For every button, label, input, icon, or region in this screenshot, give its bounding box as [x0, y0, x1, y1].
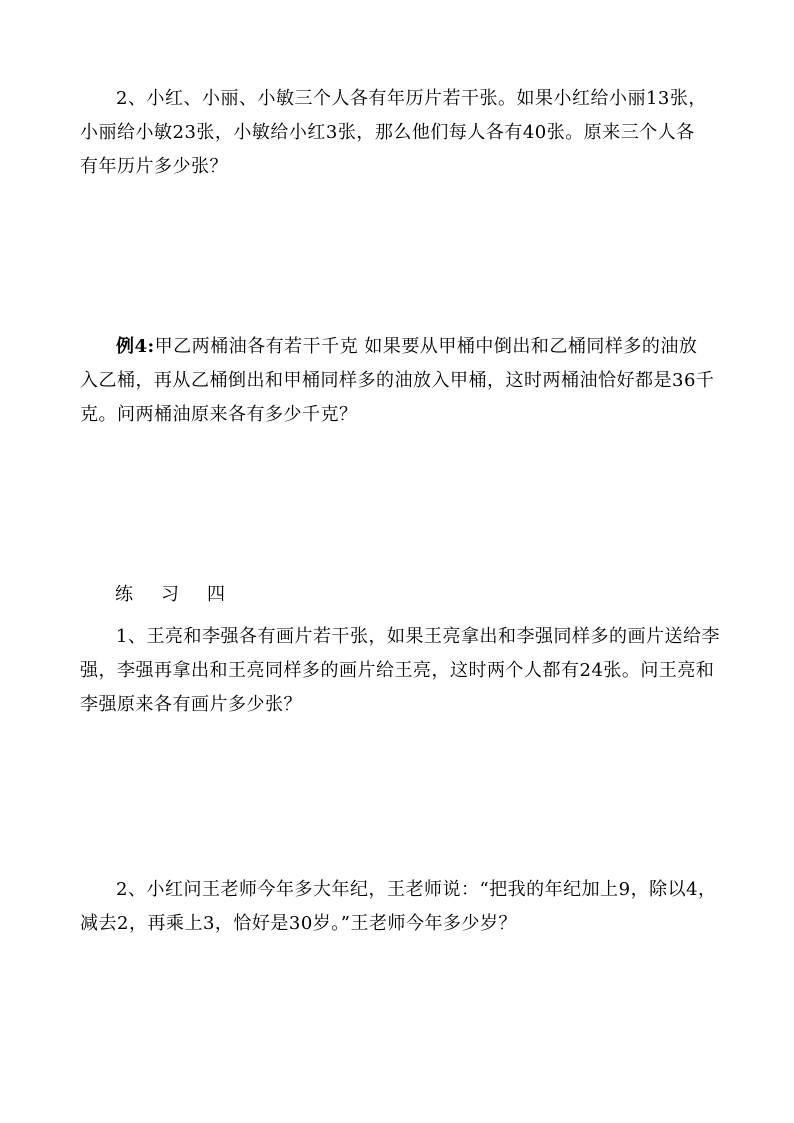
problem-2b-paragraph [80, 873, 720, 941]
problem-2b-line-2: 减去2，再乘上3，恰好是30岁。”王老师今年多少岁？ [80, 913, 518, 934]
problem-1-line-1: 1、王亮和李强各有画片若干张，如果王亮拿出和李强同样多的画片送给李 [116, 626, 720, 647]
example-4-label: 例4: [116, 336, 155, 357]
example-4-paragraph [80, 330, 720, 432]
problem-1-line-2: 强，李强再拿出和王亮同样多的画片给王亮，这时两个人都有24张。问王亮和 [80, 660, 715, 681]
problem-1-line-3: 李强原来各有画片多少张？ [80, 694, 302, 715]
example-4-line-1 [80, 330, 720, 364]
heading-char-2: 习 [161, 584, 179, 605]
problem-1-paragraph [80, 620, 720, 722]
practice-4-heading [115, 578, 253, 612]
problem-2-line-1: 2、小红、小丽、小敏三个人各有年历片若干张。如果小红给小丽13张， [116, 88, 707, 109]
heading-char-1: 练 [115, 584, 133, 605]
problem-2-line-3: 有年历片多少张？ [80, 156, 228, 177]
problem-2-paragraph [80, 82, 720, 184]
example-4-line-1-text: 甲乙两桶油各有若干千克 如果要从甲桶中倒出和乙桶同样多的油放 [154, 336, 698, 357]
problem-2b-line-1: 2、小红问王老师今年多大年纪，王老师说：“把我的年纪加上9，除以4， [116, 879, 717, 900]
example-4-line-3: 克。问两桶油原来各有多少千克？ [80, 404, 358, 425]
example-4-line-2: 入乙桶，再从乙桶倒出和甲桶同样多的油放入甲桶，这时两桶油恰好都是36千 [80, 370, 715, 391]
problem-2-line-2: 小丽给小敏23张，小敏给小红3张，那么他们每人各有40张。原来三个人各 [80, 122, 695, 143]
heading-char-3: 四 [207, 584, 225, 605]
